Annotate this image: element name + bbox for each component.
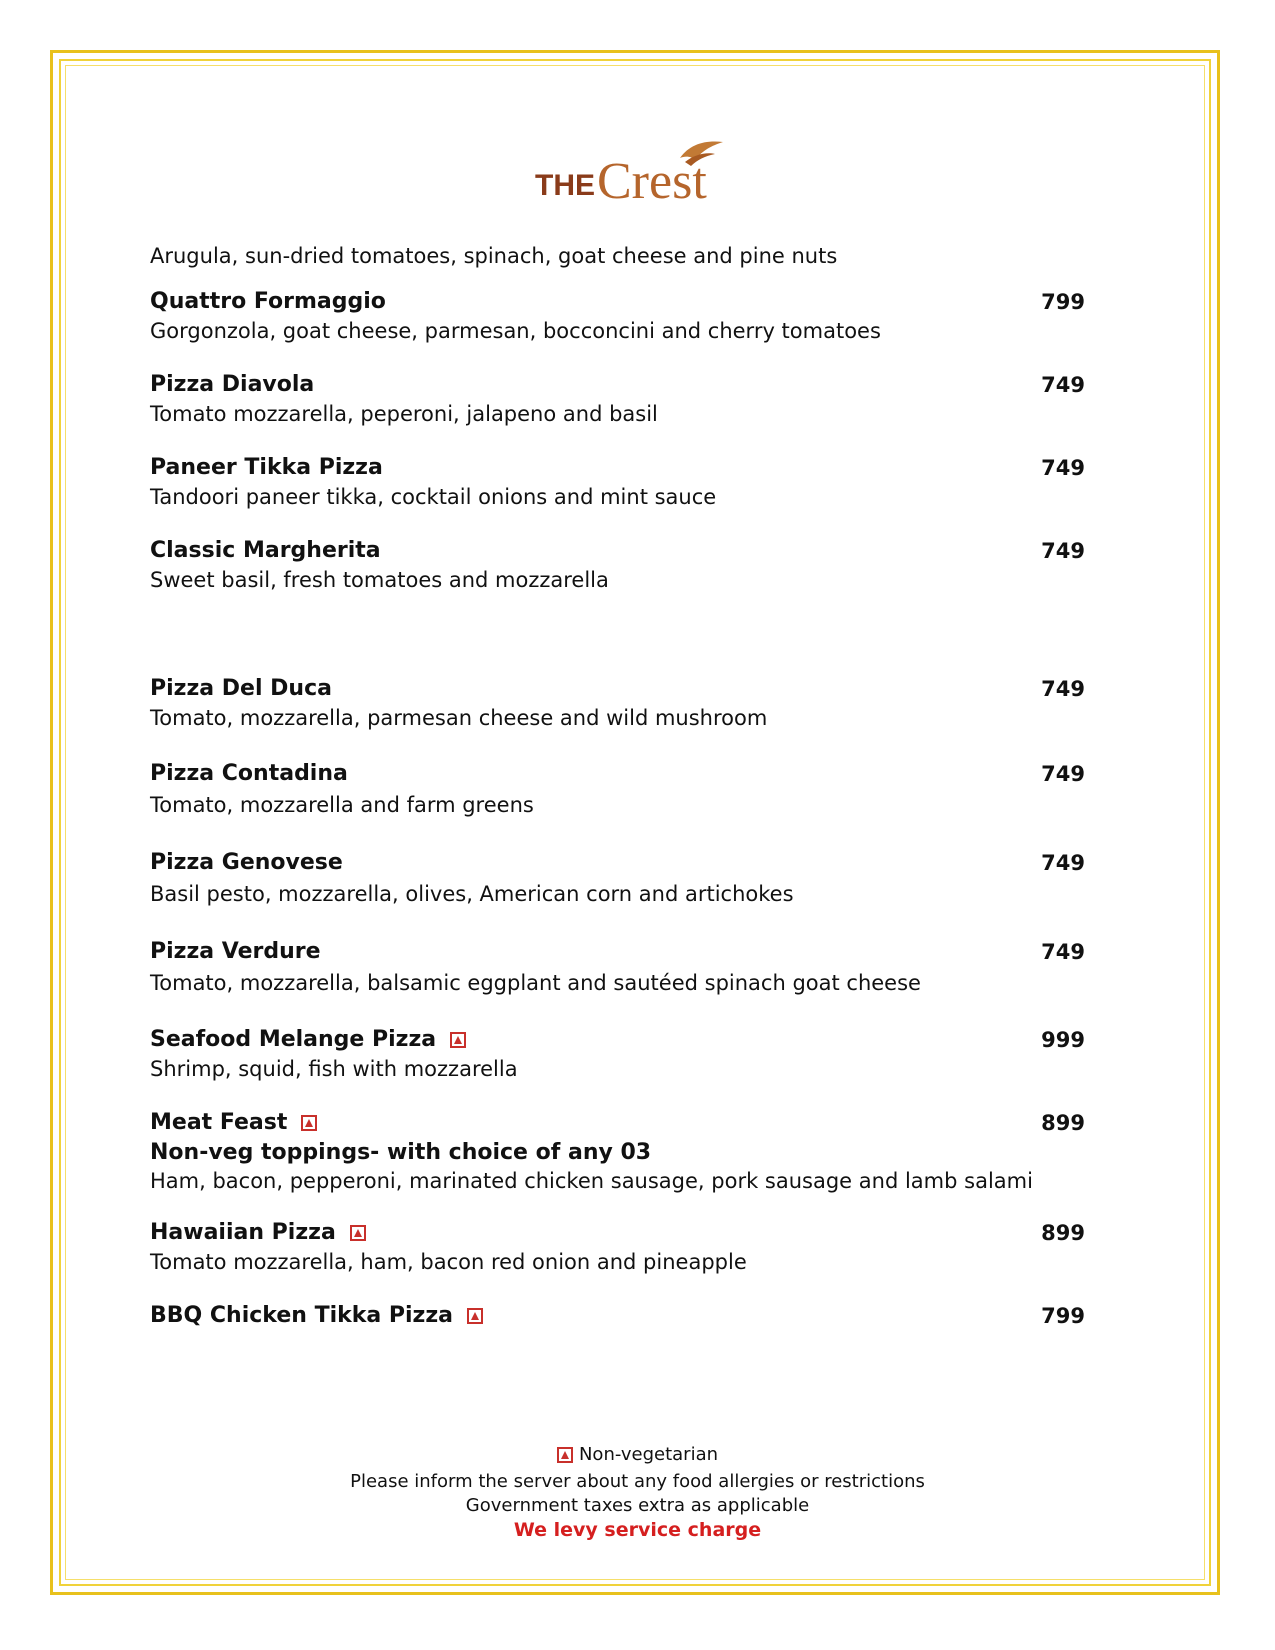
item-price: 749	[1041, 940, 1085, 964]
non-veg-icon	[450, 1032, 466, 1048]
menu-item	[150, 453, 1085, 512]
item-name: Quattro Formaggio	[150, 289, 386, 314]
item-name-text: BBQ Chicken Tikka Pizza	[150, 1303, 454, 1328]
item-name	[150, 1301, 483, 1331]
item-name: Pizza Contadina	[150, 761, 348, 786]
item-price: 749	[1041, 373, 1085, 397]
allergy-note: Please inform the server about any food allergies or restrictions	[350, 1471, 925, 1492]
non-veg-legend	[557, 1443, 718, 1467]
item-description: Tandoori paneer tikka, cocktail onions and mint sauce	[150, 485, 717, 509]
item-name: Pizza Diavola	[150, 372, 315, 397]
item-name	[150, 1218, 366, 1248]
non-veg-icon	[301, 1115, 317, 1131]
page-border	[50, 50, 1220, 1595]
item-price: 749	[1041, 456, 1085, 480]
menu-item	[150, 674, 1085, 733]
item-name-text: Seafood Melange Pizza	[150, 1027, 437, 1052]
item-name	[150, 1025, 466, 1055]
menu-item	[150, 287, 1085, 346]
menu-item	[150, 536, 1085, 595]
menu-item	[150, 1108, 1085, 1196]
item-price: 799	[1041, 290, 1085, 314]
item-price: 899	[1041, 1111, 1085, 1135]
item-description: Sweet basil, fresh tomatoes and mozzarella	[150, 568, 609, 592]
menu-footer	[150, 1443, 1125, 1542]
item-subtitle: Non-veg toppings- with choice of any 03	[150, 1140, 652, 1165]
item-price: 799	[1041, 1304, 1085, 1328]
item-name: Classic Margherita	[150, 538, 381, 563]
crest-logo-graphic	[535, 140, 740, 215]
item-description: Tomato mozzarella, peperoni, jalapeno and basil	[150, 402, 658, 426]
service-charge-note: We levy service charge	[513, 1519, 762, 1541]
item-description: Basil pesto, mozzarella, olives, American corn and artichokes	[150, 882, 794, 906]
legend-label: Non-vegetarian	[578, 1444, 719, 1465]
menu-item	[150, 848, 1085, 909]
crest-logo	[535, 140, 740, 215]
menu-item	[150, 370, 1085, 429]
non-veg-icon	[557, 1447, 573, 1463]
item-price: 749	[1041, 762, 1085, 786]
item-description: Tomato, mozzarella, parmesan cheese and wild mushroom	[150, 706, 768, 730]
item-name	[150, 1108, 317, 1138]
item-description: Tomato, mozzarella, balsamic eggplant and sautéed spinach goat cheese	[150, 971, 921, 995]
intro-description: Arugula, sun-dried tomatoes, spinach, goat cheese and pine nuts	[150, 244, 838, 268]
item-description: Shrimp, squid, fish with mozzarella	[150, 1057, 518, 1081]
item-description: Ham, bacon, pepperoni, marinated chicken sausage, pork sausage and lamb salami	[150, 1169, 1033, 1193]
item-price: 749	[1041, 851, 1085, 875]
item-name-text: Hawaiian Pizza	[150, 1220, 336, 1245]
item-price: 749	[1041, 539, 1085, 563]
non-veg-icon	[467, 1308, 483, 1324]
item-price: 749	[1041, 677, 1085, 701]
logo-the-text: THE	[535, 169, 595, 202]
menu-item	[150, 1025, 1085, 1084]
item-description: Gorgonzola, goat cheese, parmesan, bocconcini and cherry tomatoes	[150, 319, 881, 343]
menu-item	[150, 1218, 1085, 1277]
item-description: Tomato, mozzarella and farm greens	[150, 793, 534, 817]
item-price: 899	[1041, 1221, 1085, 1245]
item-price: 999	[1041, 1028, 1085, 1052]
item-name: Pizza Del Duca	[150, 676, 332, 701]
item-name-text: Meat Feast	[150, 1110, 288, 1135]
menu-item	[150, 1301, 1085, 1331]
menu-item	[150, 759, 1085, 820]
non-veg-icon	[350, 1225, 366, 1241]
tax-note: Government taxes extra as applicable	[465, 1495, 810, 1516]
item-name: Paneer Tikka Pizza	[150, 455, 383, 480]
item-name: Pizza Genovese	[150, 850, 343, 875]
logo-crest-text: Crest	[597, 153, 707, 210]
item-description: Tomato mozzarella, ham, bacon red onion and pineapple	[150, 1250, 747, 1274]
item-name: Pizza Verdure	[150, 939, 321, 964]
menu-item	[150, 937, 1085, 998]
